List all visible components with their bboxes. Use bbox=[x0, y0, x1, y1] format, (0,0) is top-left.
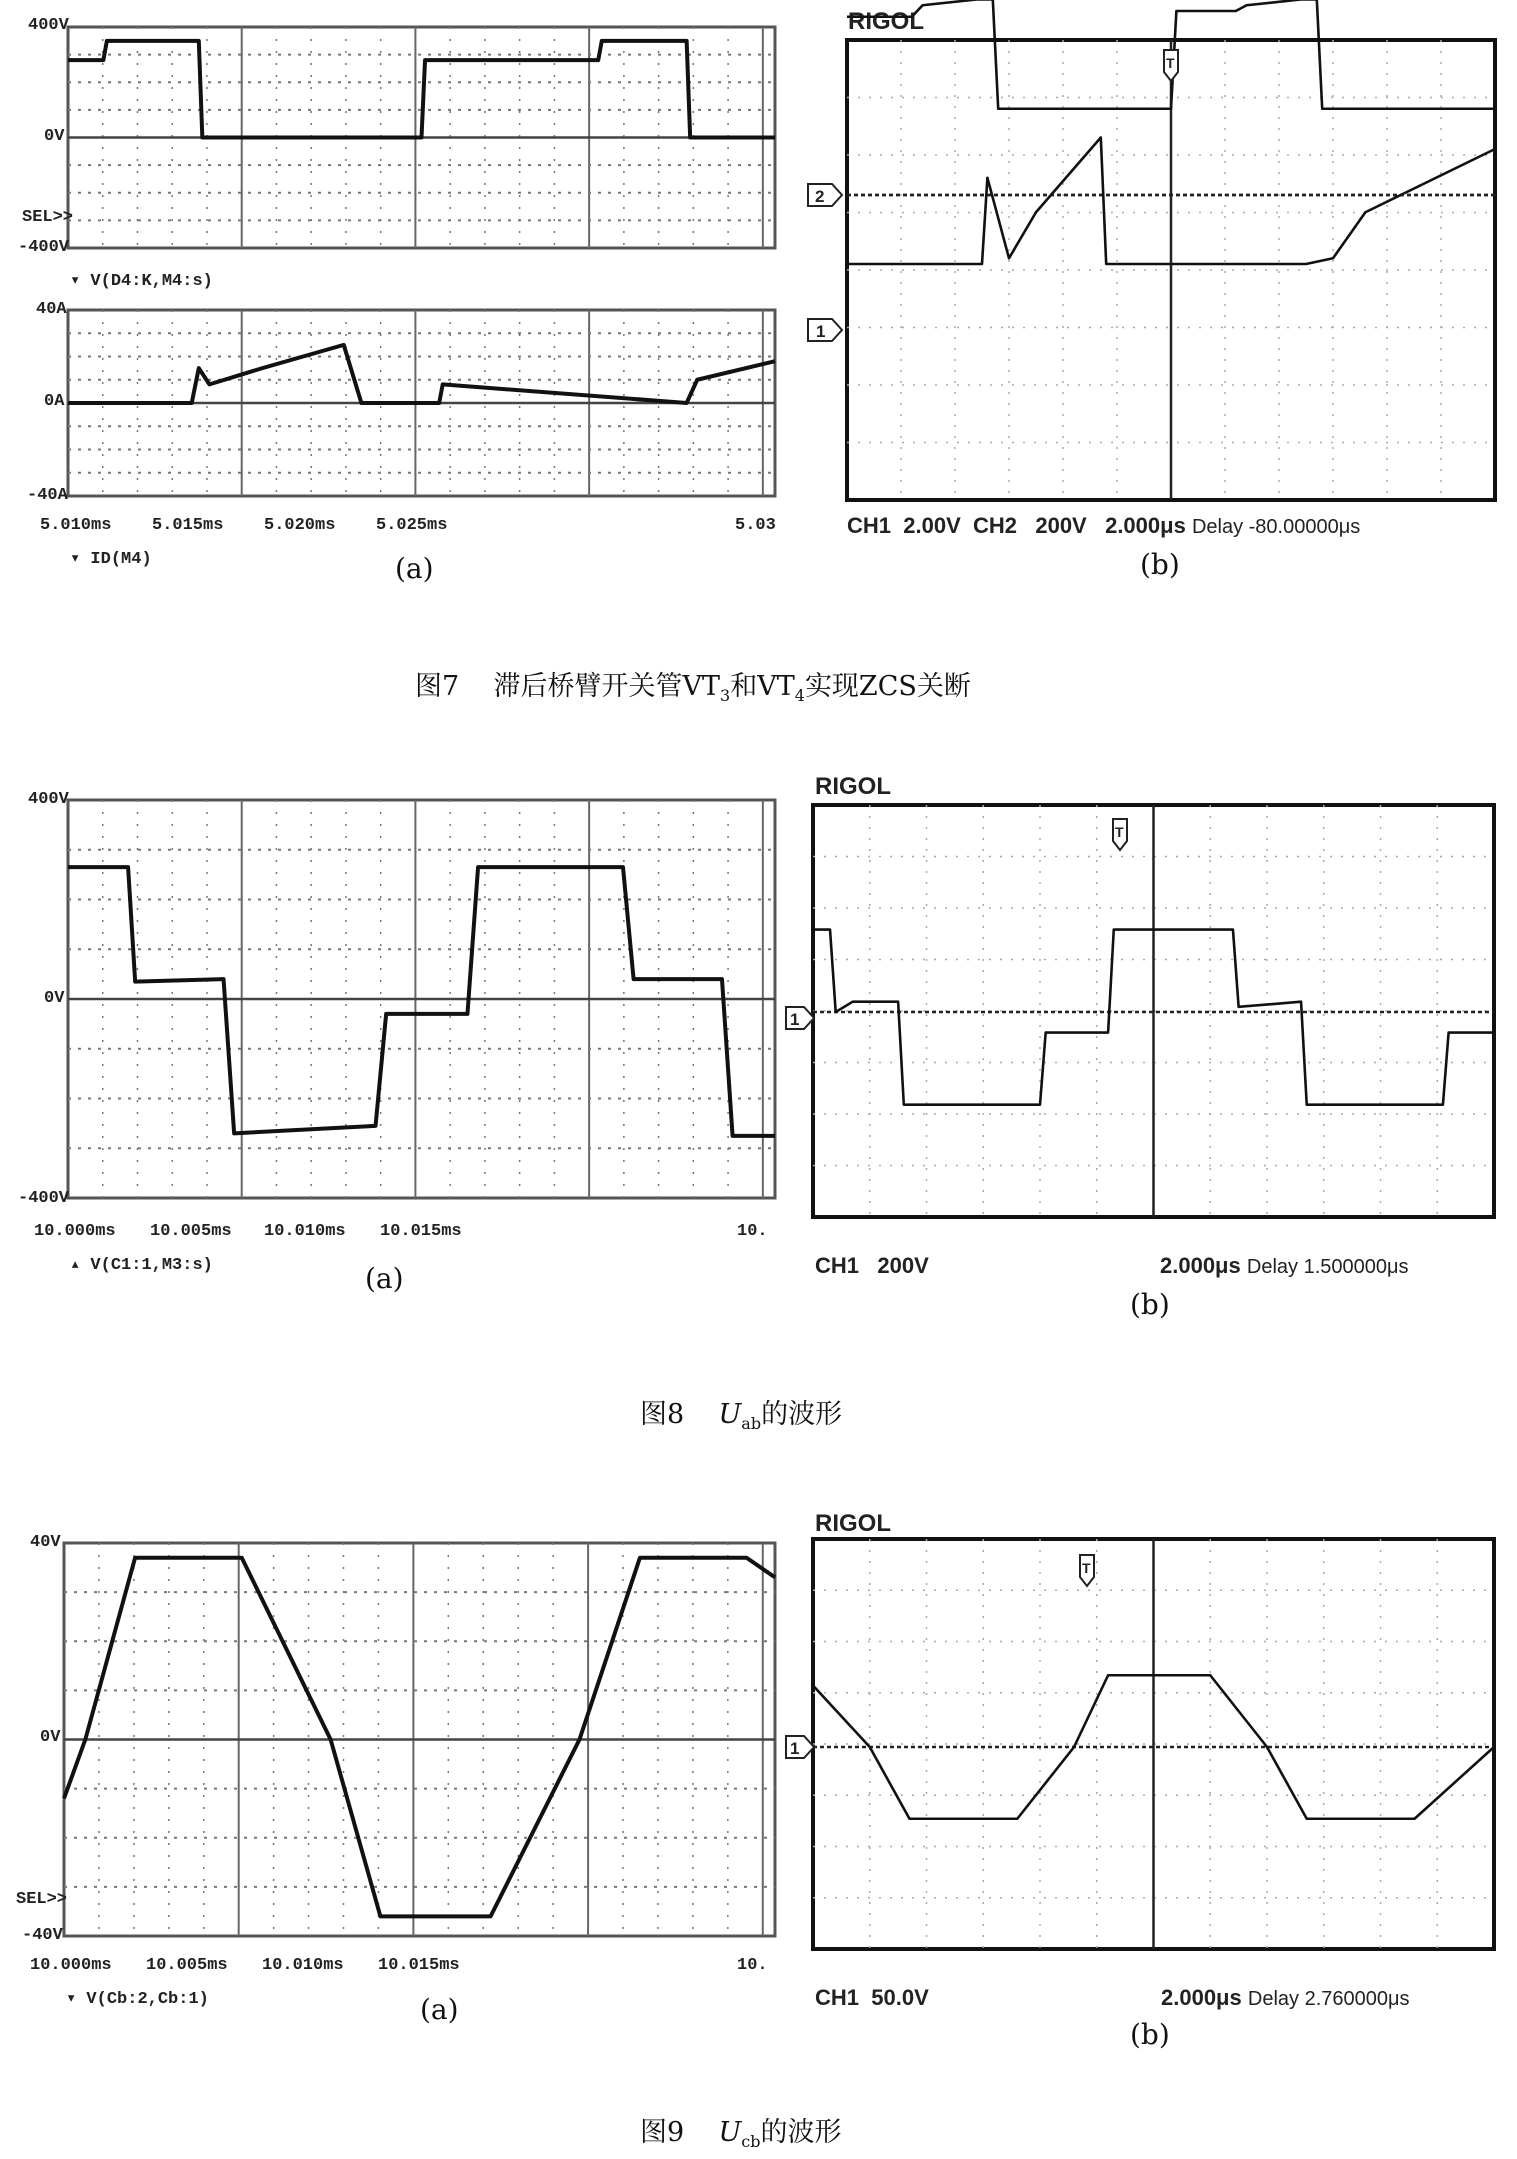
scope-status-bar bbox=[847, 513, 1360, 539]
x-tick-label: 10.000ms bbox=[30, 1956, 112, 1975]
y-tick-label: 40V bbox=[30, 1533, 61, 1552]
y-tick-label: 0A bbox=[44, 392, 65, 411]
caption-subscript: 3 bbox=[720, 686, 731, 705]
caption-variable: U bbox=[718, 2117, 742, 2148]
fig7b-scope-screen bbox=[847, 40, 1495, 500]
y-tick-label: 0V bbox=[40, 1728, 61, 1747]
panel-label-a: (a) bbox=[395, 552, 434, 585]
fig8b-scope-grid bbox=[813, 805, 1494, 1217]
x-tick-label: 10.000ms bbox=[34, 1222, 116, 1241]
x-tick-label: 10. bbox=[737, 1222, 768, 1241]
scope-brand: RIGOL bbox=[848, 8, 924, 35]
y-tick-label: -40V bbox=[22, 1926, 63, 1945]
caption-variable: U bbox=[718, 1399, 742, 1430]
caption-subscript: cb bbox=[741, 2132, 761, 2151]
scope-timebase-bar bbox=[1160, 1253, 1409, 1279]
sel-marker-label: SEL>> bbox=[16, 1890, 68, 1909]
caption-subscript: 4 bbox=[794, 686, 805, 705]
caption-text: 滞后桥臂开关管VT bbox=[493, 671, 721, 702]
fig9b-scope-grid bbox=[813, 1539, 1494, 1949]
svg-text:T: T bbox=[1115, 824, 1124, 840]
figure-number: 图9 bbox=[640, 2117, 685, 2148]
x-tick-label: 10.005ms bbox=[146, 1956, 228, 1975]
trace-legend: ▾ V(D4:K,M4:s) bbox=[70, 272, 213, 291]
timebase: 2.000μs bbox=[1105, 513, 1186, 538]
ch1-scale: 200V bbox=[877, 1253, 929, 1278]
ch1-label: CH1 bbox=[815, 1985, 860, 2010]
y-tick-label: -400V bbox=[18, 238, 70, 257]
caption-text: 的波形 bbox=[761, 1399, 843, 1430]
scope-brand: RIGOL bbox=[815, 773, 891, 800]
figure-caption bbox=[415, 664, 971, 705]
panel-label-a: (a) bbox=[365, 1262, 404, 1295]
x-tick-label: 10. bbox=[737, 1956, 768, 1975]
sel-marker-label: SEL>> bbox=[22, 208, 74, 227]
y-tick-label: 0V bbox=[44, 127, 65, 146]
figure-number: 图8 bbox=[640, 1399, 685, 1430]
y-tick-label: 400V bbox=[28, 790, 69, 809]
fig7a-voltage-grid bbox=[68, 27, 775, 248]
ch2-label: CH2 bbox=[972, 513, 1017, 538]
fig9a-plot bbox=[64, 1543, 775, 1936]
ch2-scale: 200V bbox=[1035, 513, 1087, 538]
timebase: 2.000μs bbox=[1161, 1985, 1242, 2010]
ch1-scale: 50.0V bbox=[871, 1985, 929, 2010]
delay: Delay 2.760000μs bbox=[1247, 1988, 1410, 2010]
x-tick-label: 10.015ms bbox=[378, 1956, 460, 1975]
caption-text: 实现ZCS关断 bbox=[804, 671, 971, 702]
x-tick-label: 5.03 bbox=[735, 516, 776, 535]
svg-text:2: 2 bbox=[815, 187, 825, 206]
scope-status-bar bbox=[815, 1985, 929, 2011]
y-tick-label: 0V bbox=[44, 989, 65, 1008]
panel-label-b: (b) bbox=[1130, 1288, 1170, 1321]
figure-caption bbox=[640, 1392, 842, 1433]
x-tick-label: 10.010ms bbox=[262, 1956, 344, 1975]
fig9a-grid bbox=[64, 1543, 775, 1936]
x-tick-label: 10.005ms bbox=[150, 1222, 232, 1241]
fig8a-grid bbox=[68, 800, 775, 1198]
trace-legend: ▾ ID(M4) bbox=[70, 550, 152, 569]
svg-text:1: 1 bbox=[790, 1739, 800, 1758]
timebase: 2.000μs bbox=[1160, 1253, 1241, 1278]
svg-text:T: T bbox=[1082, 1560, 1091, 1576]
svg-text:T: T bbox=[1166, 55, 1175, 71]
figure-number: 图7 bbox=[415, 671, 460, 702]
fig7a-voltage-plot bbox=[68, 27, 775, 248]
caption-text: 和VT bbox=[730, 671, 795, 702]
svg-text:1: 1 bbox=[816, 322, 826, 341]
panel-label-a: (a) bbox=[420, 1993, 459, 2026]
trace-legend: ▾ V(Cb:2,Cb:1) bbox=[66, 1990, 209, 2009]
scope-brand: RIGOL bbox=[815, 1510, 891, 1537]
fig7a-current-grid bbox=[68, 310, 775, 496]
trace-legend: ▴ V(C1:1,M3:s) bbox=[70, 1256, 213, 1275]
x-tick-label: 5.015ms bbox=[152, 516, 224, 535]
scope-timebase-bar bbox=[1161, 1985, 1410, 2011]
panel-label-b: (b) bbox=[1140, 548, 1180, 581]
caption-text: 的波形 bbox=[760, 2117, 842, 2148]
ch1-label: CH1 bbox=[847, 513, 892, 538]
x-tick-label: 10.015ms bbox=[380, 1222, 462, 1241]
y-tick-label: 400V bbox=[28, 16, 69, 35]
fig7b-scope-grid bbox=[847, 40, 1495, 500]
fig9b-scope-screen bbox=[813, 1539, 1494, 1949]
fig8b-scope-screen bbox=[813, 805, 1494, 1217]
figure-caption bbox=[640, 2110, 842, 2151]
caption-subscript: ab bbox=[741, 1414, 762, 1433]
y-tick-label: -40A bbox=[27, 486, 68, 505]
delay: Delay 1.500000μs bbox=[1246, 1256, 1409, 1278]
scope-status-bar bbox=[815, 1253, 929, 1279]
x-tick-label: 5.010ms bbox=[40, 516, 112, 535]
x-tick-label: 5.025ms bbox=[376, 516, 448, 535]
fig7a-current-plot bbox=[68, 310, 775, 496]
y-tick-label: -400V bbox=[18, 1189, 70, 1208]
fig8a-plot bbox=[68, 800, 775, 1198]
y-tick-label: 40A bbox=[36, 300, 67, 319]
ch1-label: CH1 bbox=[815, 1253, 860, 1278]
x-tick-label: 10.010ms bbox=[264, 1222, 346, 1241]
delay: Delay -80.00000μs bbox=[1191, 516, 1361, 538]
x-tick-label: 5.020ms bbox=[264, 516, 336, 535]
svg-text:1: 1 bbox=[790, 1010, 800, 1029]
ch1-scale: 2.00V bbox=[903, 513, 961, 538]
panel-label-b: (b) bbox=[1130, 2018, 1170, 2051]
